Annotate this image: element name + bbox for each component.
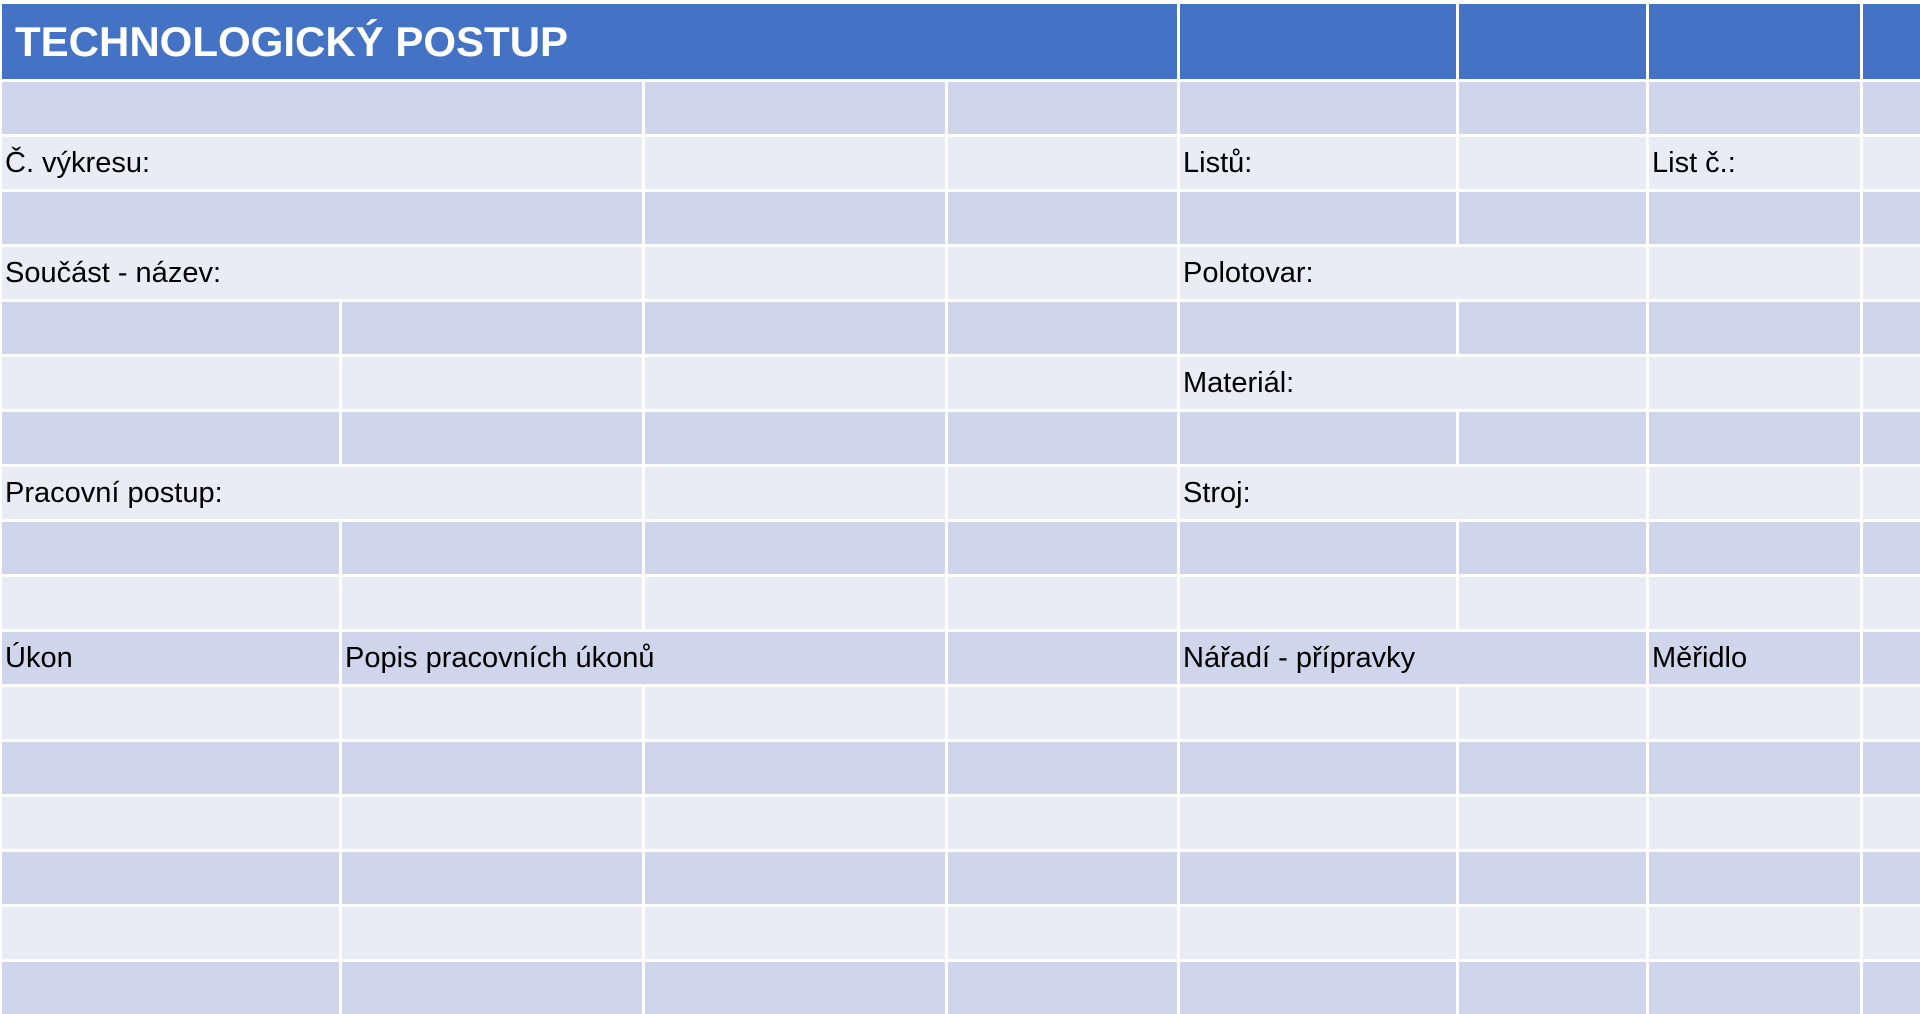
- form-cell[interactable]: [645, 522, 945, 574]
- table-cell[interactable]: [1180, 852, 1456, 904]
- table-cell[interactable]: [1459, 852, 1646, 904]
- header-spacer-cell: [1863, 632, 1920, 684]
- column-header-description-label: Popis pracovních úkonů: [345, 641, 655, 674]
- form-cell[interactable]: [1863, 192, 1920, 244]
- table-cell[interactable]: [948, 907, 1177, 959]
- spacer-cell: [1649, 82, 1860, 134]
- semi-product-label: Polotovar:: [1183, 256, 1314, 289]
- spacer-cell: [948, 82, 1177, 134]
- form-cell[interactable]: [2, 522, 339, 574]
- form-cell[interactable]: [1459, 302, 1646, 354]
- table-cell[interactable]: [645, 687, 945, 739]
- header-spacer-cell: [948, 632, 1177, 684]
- form-cell[interactable]: [1459, 412, 1646, 464]
- form-cell[interactable]: [2, 357, 339, 409]
- table-cell[interactable]: [645, 852, 945, 904]
- spacer-cell: [645, 82, 945, 134]
- table-cell[interactable]: [948, 962, 1177, 1014]
- form-cell[interactable]: [1180, 192, 1456, 244]
- form-cell[interactable]: [342, 412, 642, 464]
- header-cell: [1863, 4, 1920, 79]
- sheet-number-label-cell: [1649, 137, 1860, 189]
- form-cell[interactable]: [645, 302, 945, 354]
- spacer-cell: [2, 82, 642, 134]
- form-cell[interactable]: [1649, 577, 1860, 629]
- sheets-field[interactable]: [1459, 137, 1646, 189]
- form-cell[interactable]: [645, 192, 945, 244]
- table-cell[interactable]: [2, 852, 339, 904]
- table-cell[interactable]: [2, 687, 339, 739]
- part-name-label: Součást - název:: [5, 256, 221, 289]
- form-cell[interactable]: [1863, 412, 1920, 464]
- table-cell[interactable]: [1649, 852, 1860, 904]
- material-field[interactable]: [1863, 357, 1920, 409]
- table-cell[interactable]: [1863, 742, 1920, 794]
- table-cell[interactable]: [1649, 962, 1860, 1014]
- column-header-operation-label: Úkon: [5, 641, 73, 674]
- table-cell[interactable]: [1180, 797, 1456, 849]
- table-cell[interactable]: [645, 797, 945, 849]
- table-cell[interactable]: [1459, 907, 1646, 959]
- table-cell[interactable]: [1459, 962, 1646, 1014]
- form-cell[interactable]: [342, 522, 642, 574]
- material-field[interactable]: [1649, 357, 1860, 409]
- column-header-operation: [2, 632, 339, 684]
- work-procedure-label: Pracovní postup:: [5, 476, 223, 509]
- form-cell[interactable]: [1863, 302, 1920, 354]
- table-cell[interactable]: [1649, 687, 1860, 739]
- table-cell[interactable]: [1459, 742, 1646, 794]
- column-header-tools-label: Nářadí - přípravky: [1183, 641, 1416, 674]
- header-cell: [1649, 4, 1860, 79]
- table-cell[interactable]: [1649, 742, 1860, 794]
- table-cell[interactable]: [342, 907, 642, 959]
- form-cell[interactable]: [342, 577, 642, 629]
- semi-product-field[interactable]: [1649, 247, 1860, 299]
- form-cell[interactable]: [1863, 522, 1920, 574]
- column-header-tools: [1180, 632, 1646, 684]
- table-cell[interactable]: [342, 962, 642, 1014]
- table-cell[interactable]: [2, 797, 339, 849]
- material-label: Materiál:: [1183, 366, 1295, 399]
- form-cell[interactable]: [1649, 302, 1860, 354]
- form-cell[interactable]: [342, 302, 642, 354]
- column-header-gauge: [1649, 632, 1860, 684]
- header-cell: [1459, 4, 1646, 79]
- table-cell[interactable]: [342, 742, 642, 794]
- form-cell[interactable]: [2, 302, 339, 354]
- table-cell[interactable]: [1863, 907, 1920, 959]
- sheets-label-cell: [1180, 137, 1456, 189]
- table-cell[interactable]: [1863, 852, 1920, 904]
- form-cell[interactable]: [2, 412, 339, 464]
- machine-label: Stroj:: [1183, 476, 1251, 509]
- form-cell[interactable]: [645, 412, 945, 464]
- part-name-label-cell: [2, 247, 642, 299]
- form-cell[interactable]: [1459, 522, 1646, 574]
- form-cell[interactable]: [1180, 522, 1456, 574]
- form-cell[interactable]: [948, 412, 1177, 464]
- sheets-label: Listů:: [1183, 146, 1253, 179]
- part-name-field[interactable]: [948, 247, 1177, 299]
- form-cell[interactable]: [948, 302, 1177, 354]
- form-cell[interactable]: [1863, 577, 1920, 629]
- form-cell[interactable]: [1459, 577, 1646, 629]
- table-cell[interactable]: [948, 797, 1177, 849]
- table-cell[interactable]: [1863, 797, 1920, 849]
- table-cell[interactable]: [948, 852, 1177, 904]
- table-cell[interactable]: [1180, 962, 1456, 1014]
- form-cell[interactable]: [948, 357, 1177, 409]
- table-cell[interactable]: [645, 907, 945, 959]
- machine-label-cell: [1180, 467, 1646, 519]
- column-header-description: [342, 632, 945, 684]
- spacer-cell: [1459, 82, 1646, 134]
- work-procedure-field[interactable]: [948, 467, 1177, 519]
- spacer-cell: [1180, 82, 1456, 134]
- form-title-text: TECHNOLOGICKÝ POSTUP: [15, 17, 569, 65]
- spacer-cell: [1863, 82, 1920, 134]
- form-cell[interactable]: [645, 577, 945, 629]
- table-cell[interactable]: [342, 687, 642, 739]
- form-cell[interactable]: [1180, 302, 1456, 354]
- form-cell[interactable]: [948, 577, 1177, 629]
- technology-procedure-form: [2, 4, 1920, 1014]
- form-title: [2, 4, 1177, 79]
- form-cell[interactable]: [948, 192, 1177, 244]
- form-cell[interactable]: [1180, 577, 1456, 629]
- table-cell[interactable]: [1863, 687, 1920, 739]
- column-header-gauge-label: Měřidlo: [1652, 641, 1748, 674]
- drawing-number-field[interactable]: [948, 137, 1177, 189]
- header-cell: [1180, 4, 1456, 79]
- table-cell[interactable]: [2, 962, 339, 1014]
- material-label-cell: [1180, 357, 1646, 409]
- table-cell[interactable]: [1180, 687, 1456, 739]
- form-cell[interactable]: [1459, 192, 1646, 244]
- machine-field[interactable]: [1863, 467, 1920, 519]
- form-cell[interactable]: [1180, 412, 1456, 464]
- table-cell[interactable]: [948, 742, 1177, 794]
- sheet-number-field[interactable]: [1863, 137, 1920, 189]
- table-cell[interactable]: [1180, 907, 1456, 959]
- form-cell[interactable]: [1649, 412, 1860, 464]
- table-cell[interactable]: [1863, 962, 1920, 1014]
- table-cell[interactable]: [1180, 742, 1456, 794]
- table-cell[interactable]: [1459, 687, 1646, 739]
- table-cell[interactable]: [2, 907, 339, 959]
- form-cell[interactable]: [1649, 192, 1860, 244]
- table-cell[interactable]: [2, 742, 339, 794]
- form-cell[interactable]: [645, 357, 945, 409]
- table-cell[interactable]: [645, 962, 945, 1014]
- table-cell[interactable]: [645, 742, 945, 794]
- form-cell[interactable]: [2, 577, 339, 629]
- table-cell[interactable]: [1459, 797, 1646, 849]
- sheet-number-label: List č.:: [1652, 146, 1736, 179]
- form-cell[interactable]: [2, 192, 642, 244]
- drawing-number-label: Č. výkresu:: [5, 146, 151, 179]
- table-cell[interactable]: [1649, 907, 1860, 959]
- form-cell[interactable]: [948, 522, 1177, 574]
- table-cell[interactable]: [948, 687, 1177, 739]
- table-cell[interactable]: [1649, 797, 1860, 849]
- semi-product-label-cell: [1180, 247, 1646, 299]
- work-procedure-label-cell: [2, 467, 642, 519]
- drawing-number-field[interactable]: [645, 137, 945, 189]
- table-cell[interactable]: [342, 797, 642, 849]
- machine-field[interactable]: [1649, 467, 1860, 519]
- table-cell[interactable]: [342, 852, 642, 904]
- semi-product-field[interactable]: [1863, 247, 1920, 299]
- form-cell[interactable]: [1649, 522, 1860, 574]
- work-procedure-field[interactable]: [645, 467, 945, 519]
- form-cell[interactable]: [342, 357, 642, 409]
- part-name-field[interactable]: [645, 247, 945, 299]
- drawing-number-label-cell: [2, 137, 642, 189]
